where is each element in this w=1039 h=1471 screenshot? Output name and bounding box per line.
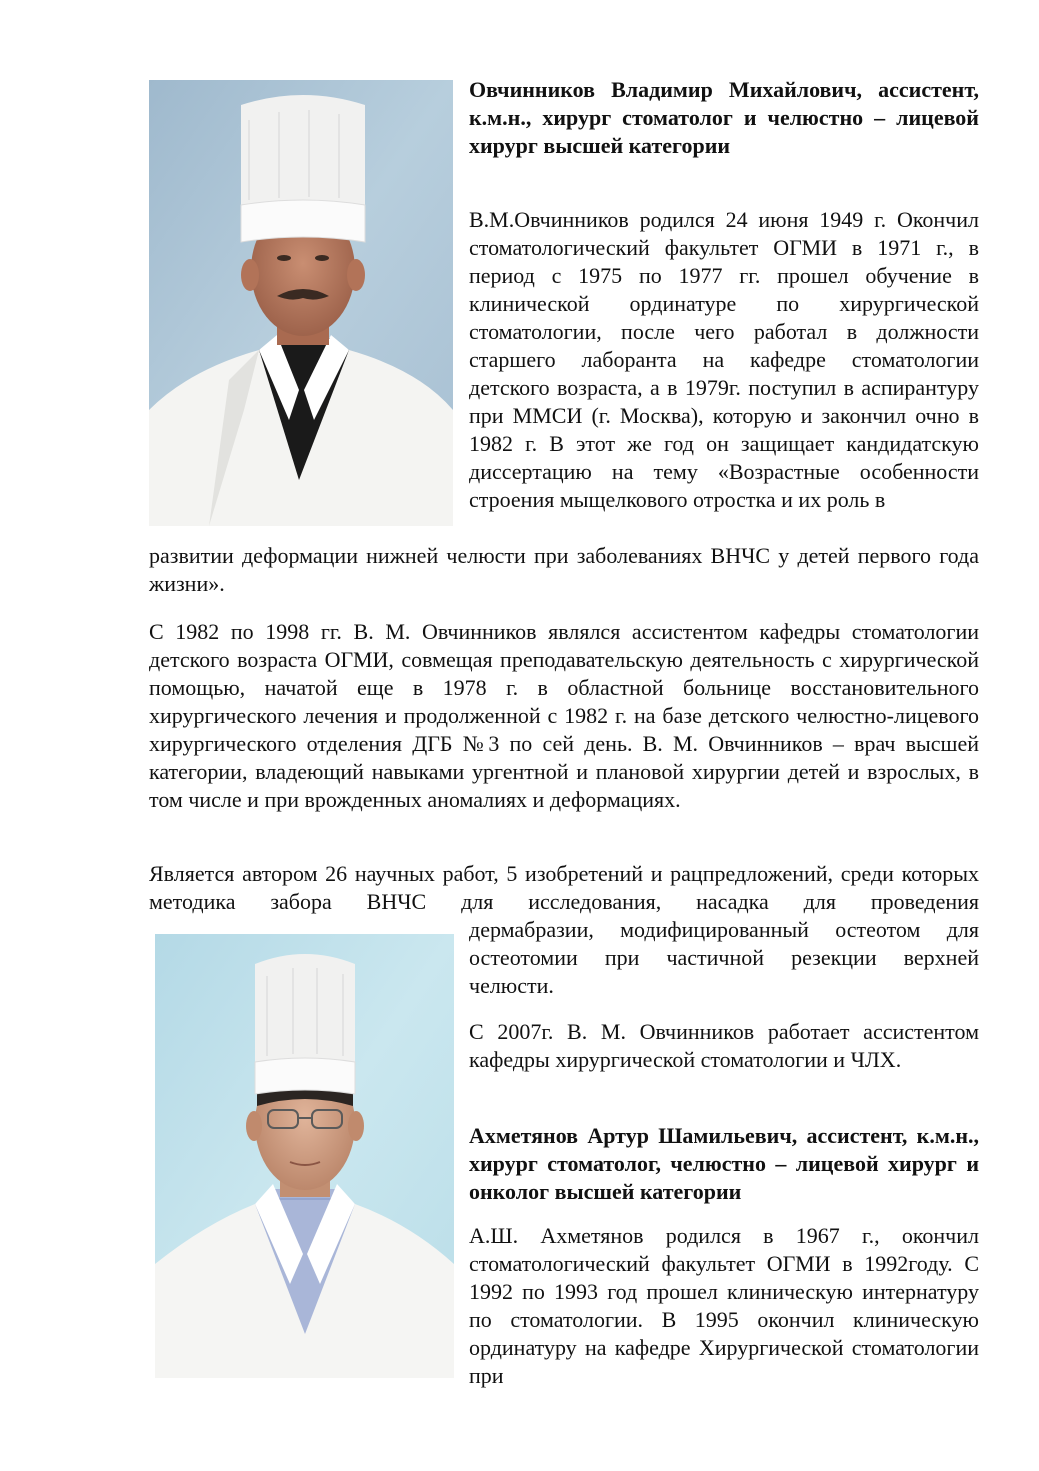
- person2-heading: Ахметянов Артур Шамильевич, ассистент, к.м.н., хирург стоматолог, челюстно – лицевой хирург и онколог высшей категории: [469, 1123, 979, 1204]
- person1-works-paragraph: Является автором 26 научных работ, 5 изобретений и рацпредложений, среди которых методика забора ВНЧС для исследования, насадка для проведения: [149, 861, 979, 914]
- person1-career-paragraph: С 1982 по 1998 гг. В. М. Овчинников являлся ассистентом кафедры стоматологии детского возраста ОГМИ, совмещая преподавательскую деятельность с хирургической помощью, начатой еще в 1978 г. в областной больнице восстановительного хирургического лечения и продолженной с 1982 г. на базе детского челюстно-лицевого хирургического отделения ДГБ №3 по сей день. В. М. Овчинников – врач высшей категории, владеющий навыками ургентной и плановой хирургии детей и взрослых, в том числе и при врожденных аномалиях и деформациях.: [149, 619, 979, 812]
- person1-heading: Овчинников Владимир Михайлович, ассистент, к.м.н., хирург стоматолог и челюстно – лицевой хирург высшей категории: [469, 77, 979, 158]
- person1-bio-continuation: развитии деформации нижней челюсти при заболеваниях ВНЧС у детей первого года жизни».: [149, 543, 979, 596]
- person1-current-position: С 2007г. В. М. Овчинников работает ассистентом кафедры хирургической стоматологии и ЧЛХ.: [469, 1019, 979, 1072]
- portrait-photo-akhmetyanov: [155, 934, 454, 1378]
- person1-bio-wrapped: В.М.Овчинников родился 24 июня 1949 г. Окончил стоматологический факультет ОГМИ в 1971 г., в период с 1975 по 1977 гг. прошел обучение в клинической ординатуре по хирургической стоматологии, после чего работал в должности старшего лаборанта на кафедре стоматологии детского возраста, а в 1979г. поступил в аспирантуру при ММСИ (г. Москва), которую и закончил очно в 1982 г. В этот же год он защищает кандидатскую диссертацию на тему «Возрастные особенности строения мыщелкового отростка и их роль в: [469, 207, 979, 512]
- portrait-photo-ovchinnikov: [149, 80, 453, 526]
- person1-works-continuation: дермабразии, модифицированный остеотом для остеотомии при частичной резекции верхней челюсти.: [469, 917, 979, 998]
- person2-bio: А.Ш. Ахметянов родился в 1967 г., окончил стоматологический факультет ОГМИ в 1992году. С 1992 по 1993 год прошел клиническую интернатуру по стоматологии. В 1995 окончил клиническую ординатуру на кафедре Хирургической стоматологии при: [469, 1223, 979, 1388]
